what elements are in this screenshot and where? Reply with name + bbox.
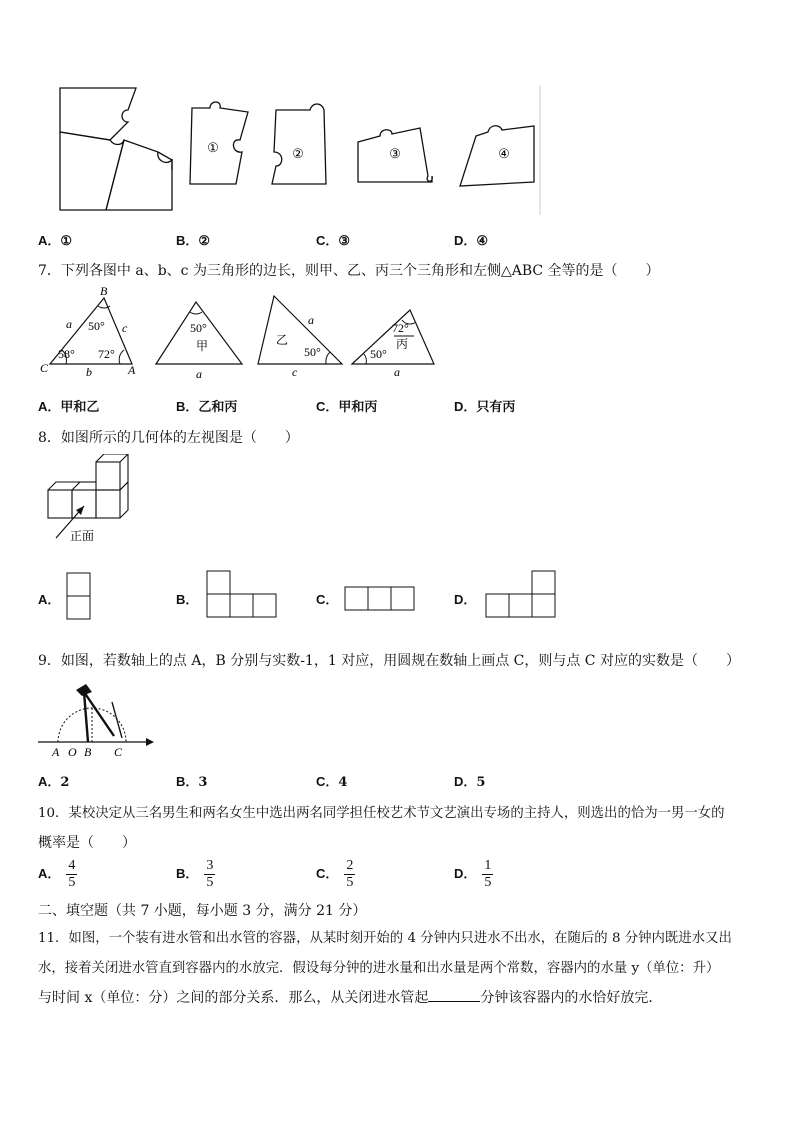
yi-angle: 50° <box>304 345 321 359</box>
puzzle-piece-4 <box>460 126 534 186</box>
puzzle-piece-2 <box>272 104 326 184</box>
q8-solid-figure <box>44 454 144 546</box>
q8-option-b-view <box>206 570 280 620</box>
q9-option-b[interactable]: B．3 <box>176 774 208 790</box>
piece-4-label: ④ <box>498 146 510 161</box>
q8-option-d-view <box>485 570 559 620</box>
jia-side: a <box>196 367 202 381</box>
q7-triangles-figure <box>36 284 456 384</box>
label-B: B <box>100 284 108 298</box>
q7-option-d[interactable]: D．只有丙 <box>454 399 516 415</box>
piece-1-label: ① <box>207 140 219 155</box>
bing-name: 丙 <box>396 337 409 351</box>
side-c: c <box>122 321 128 335</box>
axis-label-A: A <box>52 745 60 759</box>
q8-stem: 8．如图所示的几何体的左视图是（ ） <box>38 430 299 446</box>
triangle-bing <box>352 310 434 379</box>
q11-line3-post: 分钟该容器内的水恰好放完． <box>480 990 663 1006</box>
q11-line2: 水，接着关闭进水管直到容器内的水放完．假设每分钟的进水量和出水量是两个常数，容器内的水量 y（单位：升） <box>38 961 720 976</box>
q7-option-a[interactable]: A．甲和乙 <box>38 399 100 415</box>
q9-option-d[interactable]: D．5 <box>454 774 486 790</box>
q8-option-b[interactable]: B． <box>176 592 199 607</box>
piece-2-label: ② <box>292 146 304 161</box>
triangle-abc <box>40 284 136 379</box>
q9-stem: 9．如图，若数轴上的点 A，B 分别与实数-1，1 对应，用圆规在数轴上画点 C，则与点 C 对应的实数是（ ） <box>38 653 740 669</box>
q7-option-c[interactable]: C．甲和丙 <box>316 399 378 415</box>
q10-stem-line1: 10．某校决定从三名男生和两名女生中选出两名同学担任校艺术节文艺演出专场的主持人，则选出的恰为一男一女的 <box>38 806 725 821</box>
q8-option-a-view <box>66 572 92 622</box>
yi-side-top: a <box>308 313 314 327</box>
label-A: A <box>128 363 136 377</box>
axis-label-B: B <box>84 745 92 759</box>
yi-side-bottom: c <box>292 365 298 379</box>
puzzle-piece-3 <box>358 128 432 182</box>
q7-stem: 7．下列各图中 a、b、c 为三角形的边长，则甲、乙、丙三个三角形和左侧△ABC 全等的是（ ） <box>38 263 660 279</box>
bing-angle-top: 72° <box>392 321 409 335</box>
puzzle-board <box>60 88 172 210</box>
label-C: C <box>40 361 49 375</box>
q11-line3-pre: 与时间 x（单位：分）之间的部分关系．那么，从关闭进水管起 <box>38 990 429 1006</box>
triangle-jia <box>156 302 242 381</box>
q8-option-c[interactable]: C． <box>316 592 339 607</box>
q11-line3 <box>38 987 662 1007</box>
q10-stem-line2: 概率是（ ） <box>38 835 136 851</box>
q11-answer-blank[interactable] <box>428 989 480 1002</box>
jia-name: 甲 <box>196 339 209 353</box>
angle-A: 72° <box>98 347 115 361</box>
triangle-yi <box>258 296 342 379</box>
bing-side: a <box>394 365 400 379</box>
q10-option-d[interactable]: D． $\frac{1}{5}$ <box>454 858 492 890</box>
front-view-label: 正面 <box>70 529 95 543</box>
q6-option-a[interactable]: A．① <box>38 233 73 249</box>
jia-angle: 50° <box>190 321 207 335</box>
q10-option-a[interactable]: A． $\frac{4}{5}$ <box>38 858 76 890</box>
q9-option-a[interactable]: A．2 <box>38 774 70 790</box>
yi-name: 乙 <box>276 333 289 347</box>
q6-option-d[interactable]: D．④ <box>454 233 489 249</box>
section-2-heading: 二、填空题（共 7 小题，每小题 3 分，满分 21 分） <box>38 903 367 919</box>
q8-option-a[interactable]: A． <box>38 592 61 607</box>
q8-option-c-view <box>344 586 418 612</box>
q9-compass-figure <box>36 680 160 762</box>
angle-C: 58° <box>58 347 75 361</box>
q8-option-d[interactable]: D． <box>454 592 477 607</box>
q7-option-b[interactable]: B．乙和丙 <box>176 399 238 415</box>
piece-3-label: ③ <box>389 146 401 161</box>
q6-puzzle-figure <box>40 80 550 220</box>
puzzle-piece-1 <box>190 102 248 184</box>
side-a: a <box>66 317 72 331</box>
angle-B: 50° <box>88 319 105 333</box>
q9-option-c[interactable]: C．4 <box>316 774 348 790</box>
axis-label-C: C <box>114 745 123 759</box>
q10-option-c[interactable]: C． $\frac{2}{5}$ <box>316 858 354 890</box>
axis-label-O: O <box>68 745 77 759</box>
q6-option-b[interactable]: B．② <box>176 233 211 249</box>
side-b: b <box>86 365 92 379</box>
q11-line1: 11．如图，一个装有进水管和出水管的容器，从某时刻开始的 4 分钟内只进水不出水，在随后的 8 分钟内既进水又出 <box>38 931 732 946</box>
q10-option-b[interactable]: B． $\frac{3}{5}$ <box>176 858 214 890</box>
bing-angle-left: 50° <box>370 347 387 361</box>
q6-option-c[interactable]: C．③ <box>316 233 351 249</box>
